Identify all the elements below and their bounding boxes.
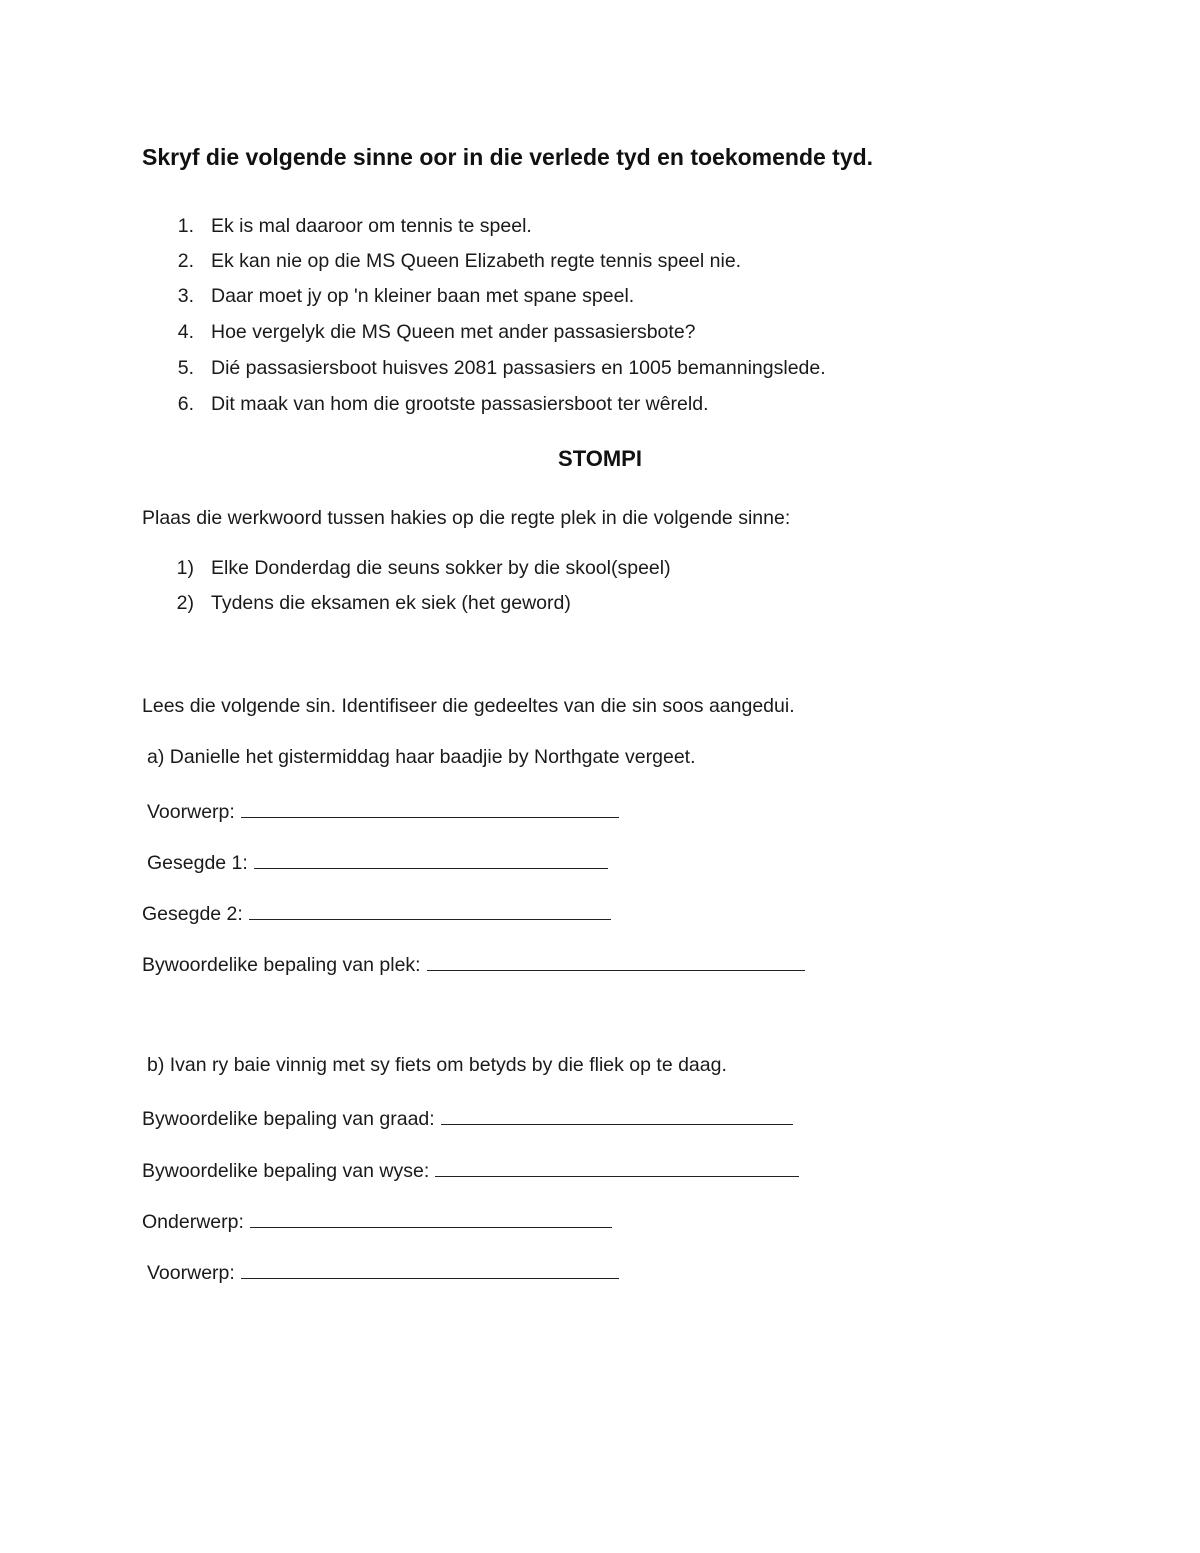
list-item-number: 6.	[177, 393, 194, 415]
answer-blank[interactable]	[441, 1104, 793, 1125]
section-title-stompi: STOMPI	[558, 446, 642, 471]
answer-blank[interactable]	[254, 848, 608, 869]
field-label: Bywoordelike bepaling van graad:	[142, 1108, 435, 1130]
answer-field-graad	[142, 1104, 793, 1131]
list-item-text: Tydens die eksamen ek siek (het geword)	[211, 592, 571, 614]
answer-field-wyse	[142, 1156, 799, 1183]
analysis-instruction: Lees die volgende sin. Identifiseer die gedeeltes van die sin soos aangedui.	[142, 695, 795, 717]
sentence-b: b) Ivan ry baie vinnig met sy fiets om betyds by die fliek op te daag.	[147, 1054, 727, 1076]
list-item-number: 2.	[177, 250, 194, 272]
list-item-text: Dié passasiersboot huisves 2081 passasiers en 1005 bemanningslede.	[211, 357, 826, 379]
field-label: Gesegde 2:	[142, 903, 243, 925]
answer-blank[interactable]	[249, 899, 611, 920]
field-label: Onderwerp:	[142, 1211, 244, 1233]
field-label: Voorwerp:	[147, 1262, 235, 1284]
answer-field-gesegde-2	[142, 899, 611, 926]
answer-blank[interactable]	[435, 1156, 799, 1177]
answer-blank[interactable]	[241, 797, 619, 818]
list-item-number: 1)	[176, 557, 194, 579]
list-item-text: Ek kan nie op die MS Queen Elizabeth regte tennis speel nie.	[211, 250, 742, 272]
list-item-text: Dit maak van hom die grootste passasiersboot ter wêreld.	[211, 393, 709, 415]
stompi-instruction: Plaas die werkwoord tussen hakies op die regte plek in die volgende sinne:	[142, 507, 791, 529]
field-label: Gesegde 1:	[147, 852, 248, 874]
page-heading: Skryf die volgende sinne oor in die verlede tyd en toekomende tyd.	[142, 144, 874, 170]
list-item-text: Hoe vergelyk die MS Queen met ander passasiersbote?	[211, 321, 696, 343]
answer-field-plek	[142, 950, 805, 977]
list-item-number: 4.	[177, 321, 194, 343]
list-item-number: 2)	[176, 592, 194, 614]
answer-blank[interactable]	[427, 950, 805, 971]
answer-field-voorwerp-b	[147, 1258, 619, 1285]
answer-field-voorwerp-a	[147, 797, 619, 824]
answer-blank[interactable]	[241, 1258, 619, 1279]
list-item-number: 1.	[177, 215, 194, 237]
list-item-text: Daar moet jy op 'n kleiner baan met spane speel.	[211, 285, 635, 307]
sentence-a: a) Danielle het gistermiddag haar baadjie by Northgate vergeet.	[147, 746, 696, 768]
list-item-number: 3.	[177, 285, 194, 307]
field-label: Bywoordelike bepaling van wyse:	[142, 1160, 430, 1182]
list-item-number: 5.	[177, 357, 194, 379]
list-item-text: Elke Donderdag die seuns sokker by die skool(speel)	[211, 557, 671, 579]
field-label: Bywoordelike bepaling van plek:	[142, 954, 421, 976]
field-label: Voorwerp:	[147, 801, 235, 823]
answer-field-onderwerp	[142, 1207, 612, 1234]
answer-field-gesegde-1	[147, 848, 608, 875]
answer-blank[interactable]	[250, 1207, 612, 1228]
list-item-text: Ek is mal daaroor om tennis te speel.	[211, 215, 532, 237]
